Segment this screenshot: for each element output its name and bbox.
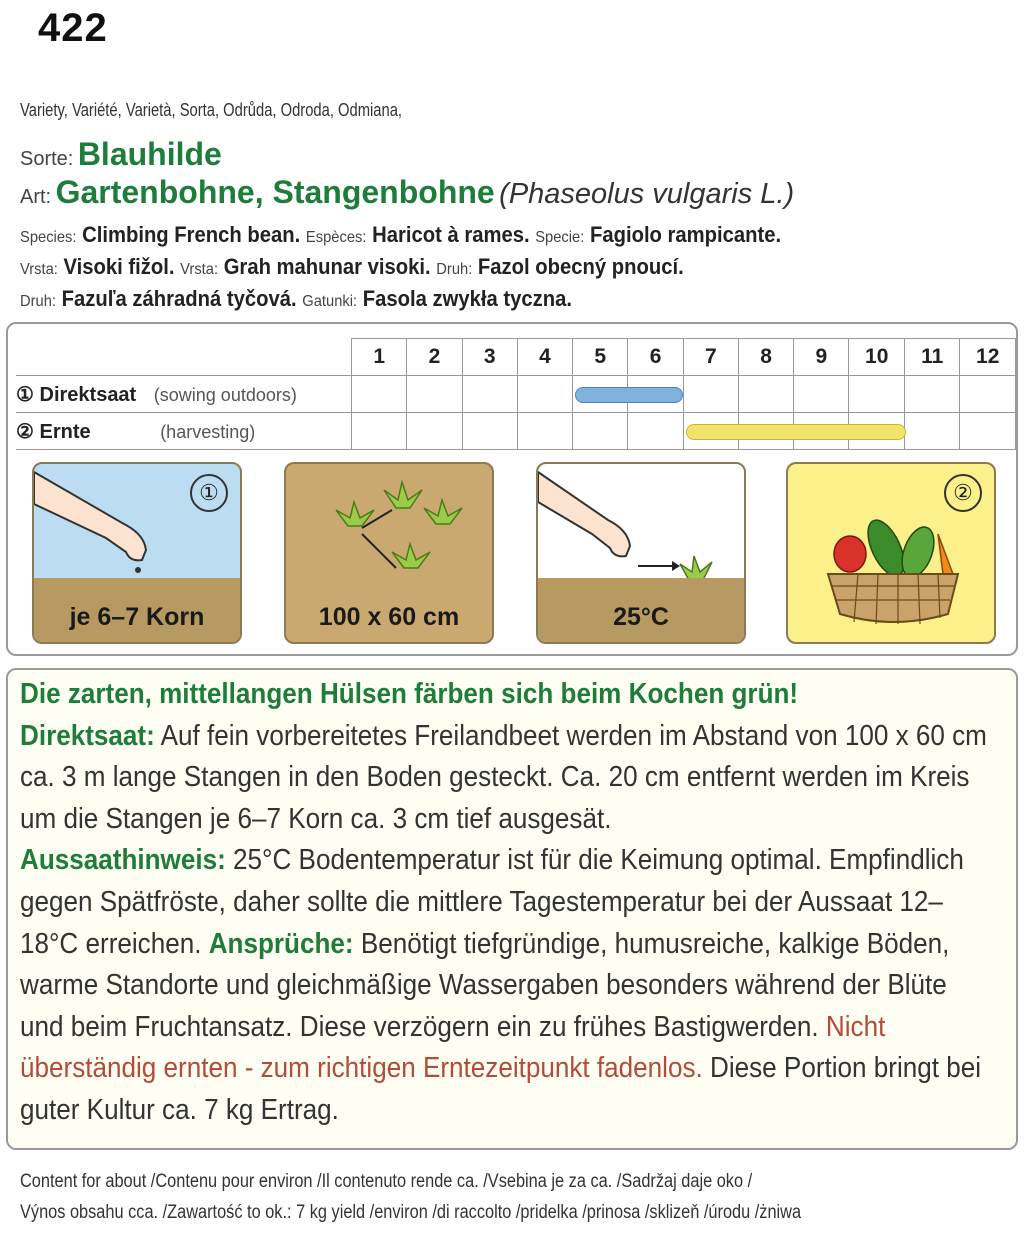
footer-line-2: Výnos obsahu cca. /Zawartość to ok.: 7 kg yield /environ /di raccolto /pridelka /prinosa /sklizeň /úrodu /żniwa [20,1202,802,1223]
month-cell: 3 [462,339,517,376]
cal-cell [904,413,959,450]
ansprueche-heading: Ansprüche: [208,927,354,960]
cal-cell [517,413,572,450]
harvest-warning: Nicht überständig ernten - zum richtigen Erntezeitpunkt fadenlos. [20,1010,886,1085]
row-number: ② [16,420,34,443]
species-label: Species: [20,229,77,246]
month-cell: 11 [904,339,959,376]
product-code: 422 [38,6,108,50]
yield-footer [20,1166,801,1228]
row-label [16,376,352,413]
variety-line: Variety, Variété, Varietà, Sorta, Odrůda, Odroda, Odmiana, [20,100,403,120]
sowing-illustration [32,462,242,644]
aussaathinweis-text: 25°C Bodentemperatur ist für die Keimung optimal. Empfindlich gegen Spätfröste, daher sollte die mittlere Tagestemperatur bei der Aussaat 12–18°C erreichen. [20,844,964,960]
month-cell: 7 [683,339,738,376]
art-row [20,174,794,211]
spacing-illustration [284,462,494,644]
month-cell: 4 [517,339,572,376]
sorte-row [20,136,222,173]
variety-name: Blauhilde [77,136,222,172]
harvest-period-bar [686,424,906,440]
cal-cell [352,413,407,450]
species-label: Vrsta: [180,261,219,278]
temperature-illustration [536,462,746,644]
row-label [16,413,352,450]
month-cell: 1 [352,339,407,376]
harvest-illustration [786,462,996,644]
species-line-3 [20,286,572,312]
row-subtitle: (harvesting) [160,421,256,442]
species-label: Druh: [436,261,473,278]
step-number: ① [190,474,228,512]
cal-cell [573,376,628,413]
art-label: Art: [20,186,52,208]
sowing-period-bar [575,387,683,403]
step-number: ② [944,474,982,512]
species-label: Vrsta: [20,261,58,278]
tile-label: 25°C [613,603,669,631]
month-cell: 8 [738,339,793,376]
row-number: ① [16,383,34,406]
cal-cell [738,376,793,413]
species-label: Druh: [20,293,56,310]
month-cell: 2 [407,339,462,376]
species-label: Gatunki: [302,293,358,310]
sowing-calendar [16,338,1016,450]
species-line-2 [20,254,684,280]
cal-cell [573,413,628,450]
species-value: Fazuľa záhradná tyčová. [61,286,297,311]
calendar-row-harvest [16,413,1016,450]
cal-cell [960,376,1016,413]
direktsaat-heading: Direktsaat: [20,719,155,752]
cal-cell [849,376,904,413]
cal-cell [517,376,572,413]
row-title: Direktsaat [39,383,137,406]
calendar-row-sowing [16,376,1016,413]
month-cell: 12 [960,339,1016,376]
aussaathinweis-heading: Aussaathinweis: [20,844,226,877]
cal-cell [407,376,462,413]
cal-cell [904,376,959,413]
cal-cell [462,413,517,450]
month-cell: 9 [794,339,849,376]
species-label: Espèces: [305,229,367,246]
species-value: Visoki fižol. [63,254,175,279]
description-text [20,674,990,1132]
species-value: Fagiolo rampicante. [589,222,782,247]
tile-label: 100 x 60 cm [318,603,460,631]
cal-cell [683,376,738,413]
ansprueche-text: Benötigt tiefgründige, humusreiche, kalkige Böden, warme Standorte und gleichmäßige Wassergaben besonders während der Blüte und beim Fruchtansatz. Diese verzögern ein zu frühes Bastigwerden. [20,927,950,1043]
species-value: Climbing French bean. [82,222,301,247]
month-cell: 10 [849,339,904,376]
cal-cell [462,376,517,413]
species-line-1 [20,222,781,248]
calendar-corner [16,339,352,376]
row-subtitle: (sowing outdoors) [153,384,297,405]
species-value: Fasola zwykła tyczna. [362,286,572,311]
cal-cell [407,413,462,450]
month-header-row [16,339,1016,376]
footer-line-1: Content for about /Contenu pour environ /Il contenuto rende ca. /Vsebina je za ca. /Sadržaj daje oko / [20,1171,753,1192]
cal-cell [628,413,683,450]
cal-cell [960,413,1016,450]
calendar-panel [6,322,1018,656]
row-title: Ernte [39,420,91,443]
species-label: Specie: [535,229,585,246]
description-panel [6,668,1018,1150]
direktsaat-text: Auf fein vorbereitetes Freilandbeet werden im Abstand von 100 x 60 cm ca. 3 m lange Stangen in den Boden gesteckt. Ca. 20 cm entfernt werden im Kreis um die Stangen je 6–7 Korn ca. 3 cm tief ausgesät. [20,719,987,835]
species-value: Grah mahunar visoki. [223,254,431,279]
species-value: Haricot à rames. [372,222,530,247]
yield-text: Diese Portion bringt bei guter Kultur ca. 7 kg Ertrag. [20,1052,982,1126]
sorte-label: Sorte: [20,148,74,170]
art-name: Gartenbohne, Stangenbohne [55,174,495,210]
species-value: Fazol obecný pnoucí. [477,254,684,279]
latin-name: (Phaseolus vulgaris L.) [499,178,795,210]
cal-cell [683,413,738,450]
cal-cell [794,376,849,413]
month-cell: 6 [628,339,683,376]
headline: Die zarten, mittellangen Hülsen färben sich beim Kochen grün! [20,678,799,710]
tile-label: je 6–7 Korn [69,603,205,631]
cal-cell [352,376,407,413]
month-cell: 5 [573,339,628,376]
